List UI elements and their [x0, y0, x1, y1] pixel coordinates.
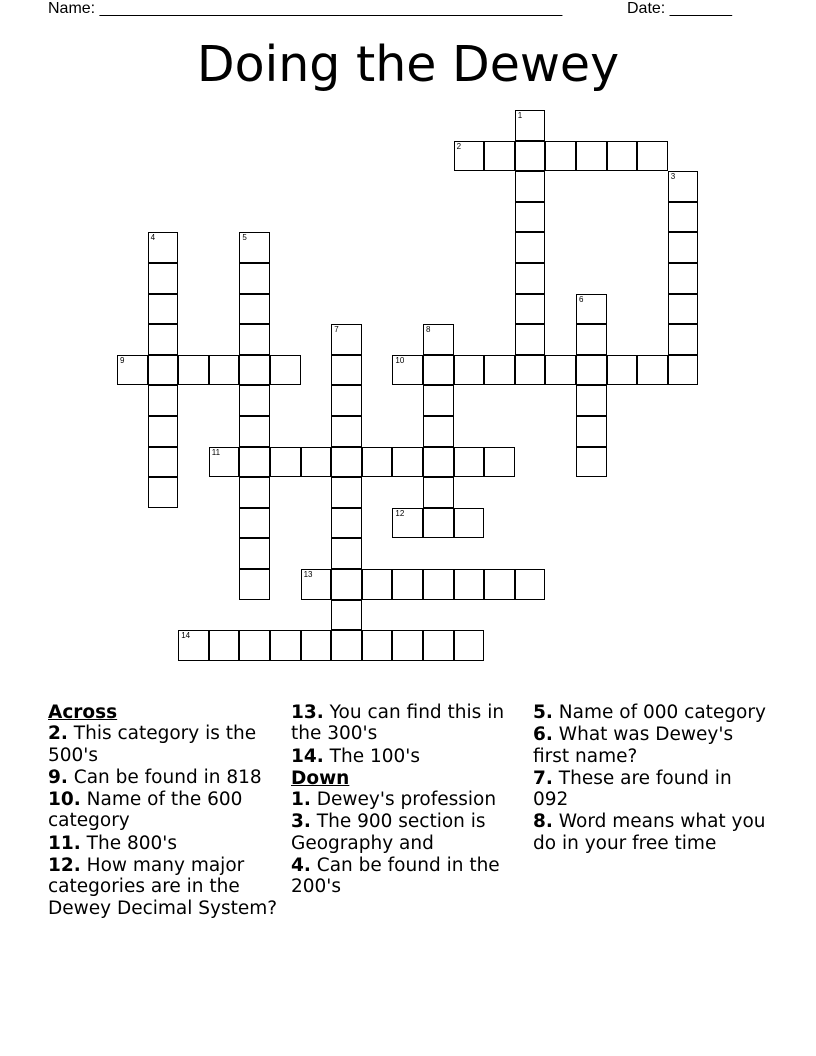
grid-cell[interactable] [331, 630, 362, 661]
grid-cell[interactable] [515, 202, 546, 233]
grid-cell[interactable] [331, 355, 362, 386]
grid-cell[interactable] [270, 447, 301, 478]
grid-cell[interactable] [148, 294, 179, 325]
grid-cell[interactable] [545, 355, 576, 386]
grid-cell[interactable] [239, 324, 270, 355]
grid-cell[interactable] [423, 630, 454, 661]
grid-cell[interactable] [607, 141, 638, 172]
grid-cell[interactable] [515, 232, 546, 263]
grid-cell[interactable] [301, 630, 332, 661]
grid-cell[interactable] [239, 538, 270, 569]
grid-cell[interactable] [484, 569, 515, 600]
grid-cell[interactable] [423, 324, 454, 355]
grid-cell[interactable] [178, 355, 209, 386]
grid-cell[interactable] [423, 447, 454, 478]
grid-cell[interactable] [392, 508, 423, 539]
grid-cell[interactable] [668, 355, 699, 386]
grid-cell[interactable] [148, 324, 179, 355]
grid-cell[interactable] [668, 263, 699, 294]
clues-column-2 [291, 702, 526, 899]
grid-cell[interactable] [454, 141, 485, 172]
grid-cell[interactable] [423, 385, 454, 416]
grid-cell[interactable] [362, 630, 393, 661]
cell-number: 9 [120, 355, 125, 365]
grid-cell[interactable] [515, 294, 546, 325]
grid-cell[interactable] [423, 477, 454, 508]
grid-cell[interactable] [576, 447, 607, 478]
name-field[interactable]: Name: ____________________________________________________ [48, 0, 563, 17]
grid-cell[interactable] [545, 141, 576, 172]
grid-cell[interactable] [515, 569, 546, 600]
grid-cell[interactable] [576, 141, 607, 172]
clue-down-5: 5. Name of 000 category [533, 702, 766, 723]
grid-cell[interactable] [668, 202, 699, 233]
grid-cell[interactable] [454, 447, 485, 478]
grid-cell[interactable] [301, 569, 332, 600]
grid-cell[interactable] [331, 508, 362, 539]
grid-cell[interactable] [331, 569, 362, 600]
grid-cell[interactable] [392, 355, 423, 386]
page-title: Doing the Dewey [196, 36, 620, 93]
grid-cell[interactable] [209, 630, 240, 661]
cell-number: 7 [334, 325, 339, 335]
grid-cell[interactable] [331, 600, 362, 631]
grid-cell[interactable] [607, 355, 638, 386]
grid-cell[interactable] [454, 569, 485, 600]
clue-across-11: 11. The 800's [48, 832, 177, 854]
grid-cell[interactable] [270, 355, 301, 386]
grid-cell[interactable] [239, 294, 270, 325]
cell-number: 12 [395, 508, 405, 518]
grid-cell[interactable] [668, 324, 699, 355]
grid-cell[interactable] [148, 232, 179, 263]
grid-cell[interactable] [576, 324, 607, 355]
grid-cell[interactable] [484, 141, 515, 172]
grid-cell[interactable] [454, 630, 485, 661]
cell-number: 11 [211, 447, 221, 457]
clue-down-7: 7. These are found in 092 [533, 767, 732, 811]
grid-cell[interactable] [239, 447, 270, 478]
grid-cell[interactable] [576, 355, 607, 386]
grid-cell[interactable] [148, 477, 179, 508]
grid-cell[interactable] [331, 538, 362, 569]
clue-down-6: 6. What was Dewey's first name? [533, 724, 734, 767]
clue-across-10: 10. Name of the 600 category [48, 789, 243, 832]
grid-cell[interactable] [148, 355, 179, 386]
cell-number: 3 [670, 172, 676, 182]
grid-cell[interactable] [239, 630, 270, 661]
grid-cell[interactable] [209, 355, 240, 386]
cell-number: 14 [181, 631, 191, 641]
grid-cell[interactable] [576, 416, 607, 447]
grid-cell[interactable] [239, 232, 270, 263]
grid-cell[interactable] [423, 355, 454, 386]
grid-cell[interactable] [239, 385, 270, 416]
clue-down-1: 1. Dewey's profession [291, 789, 497, 811]
grid-cell[interactable] [178, 630, 209, 661]
grid-cell[interactable] [331, 416, 362, 447]
grid-cell[interactable] [331, 385, 362, 416]
clue-across-2: 2. This category is the 500's [48, 723, 257, 766]
grid-cell[interactable] [668, 294, 699, 325]
grid-cell[interactable] [331, 324, 362, 355]
grid-cell[interactable] [270, 630, 301, 661]
grid-cell[interactable] [637, 141, 668, 172]
clue-down-3: 3. The 900 section is Geography and [291, 811, 486, 854]
grid-cell[interactable] [515, 355, 546, 386]
clues-column-1 [48, 702, 288, 920]
grid-cell[interactable] [515, 141, 546, 172]
clue-down-4: 4. Can be found in the 200's [291, 855, 500, 898]
cell-number: 6 [579, 294, 584, 304]
grid-cell[interactable] [637, 355, 668, 386]
cell-number: 1 [517, 111, 523, 120]
grid-cell[interactable] [576, 294, 607, 325]
across-heading: Across [48, 702, 118, 723]
cell-number: 10 [395, 355, 405, 365]
grid-cell[interactable] [515, 263, 546, 294]
grid-cell[interactable] [239, 263, 270, 294]
grid-cell[interactable] [148, 263, 179, 294]
grid-cell[interactable] [668, 232, 699, 263]
grid-cell[interactable] [148, 416, 179, 447]
grid-cell[interactable] [239, 416, 270, 447]
grid-cell[interactable] [392, 447, 423, 478]
cell-number: 13 [303, 570, 313, 579]
cell-number: 5 [242, 233, 247, 243]
grid-cell[interactable] [209, 447, 240, 478]
grid-cell[interactable] [331, 447, 362, 478]
cell-number: 4 [150, 233, 156, 243]
grid-cell[interactable] [668, 171, 699, 202]
grid-cell[interactable] [148, 385, 179, 416]
date-field[interactable]: Date: _______ [627, 0, 732, 17]
grid-cell[interactable] [239, 508, 270, 539]
grid-cell[interactable] [515, 324, 546, 355]
down-heading: Down [291, 767, 350, 789]
grid-cell[interactable] [392, 630, 423, 661]
clue-down-8: 8. Word means what you do in your free time [533, 811, 766, 854]
grid-cell[interactable] [515, 171, 546, 202]
grid-cell[interactable] [423, 416, 454, 447]
grid-cell[interactable] [362, 447, 393, 478]
grid-cell[interactable] [362, 569, 393, 600]
grid-cell[interactable] [148, 447, 179, 478]
grid-cell[interactable] [331, 477, 362, 508]
grid-cell[interactable] [454, 355, 485, 386]
grid-cell[interactable] [576, 385, 607, 416]
grid-cell[interactable] [484, 447, 515, 478]
grid-cell[interactable] [423, 569, 454, 600]
grid-cell[interactable] [239, 477, 270, 508]
clue-across-13: 13. You can find this in the 300's [291, 702, 505, 745]
grid-cell[interactable] [515, 110, 546, 141]
clue-across-9: 9. Can be found in 818 [48, 766, 262, 788]
grid-cell[interactable] [484, 355, 515, 386]
grid-cell[interactable] [239, 569, 270, 600]
grid-cell[interactable] [117, 355, 148, 386]
grid-cell[interactable] [392, 569, 423, 600]
grid-cell[interactable] [239, 355, 270, 386]
clues-column-3 [533, 702, 768, 855]
clue-across-14: 14. The 100's [291, 745, 420, 767]
clue-across-12: 12. How many major categories are in the Dewey Decimal System? [48, 855, 278, 919]
cell-number: 8 [426, 325, 431, 335]
grid-cell[interactable] [454, 508, 485, 539]
grid-cell[interactable] [423, 508, 454, 539]
grid-cell[interactable] [301, 447, 332, 478]
cell-number: 2 [456, 141, 462, 151]
